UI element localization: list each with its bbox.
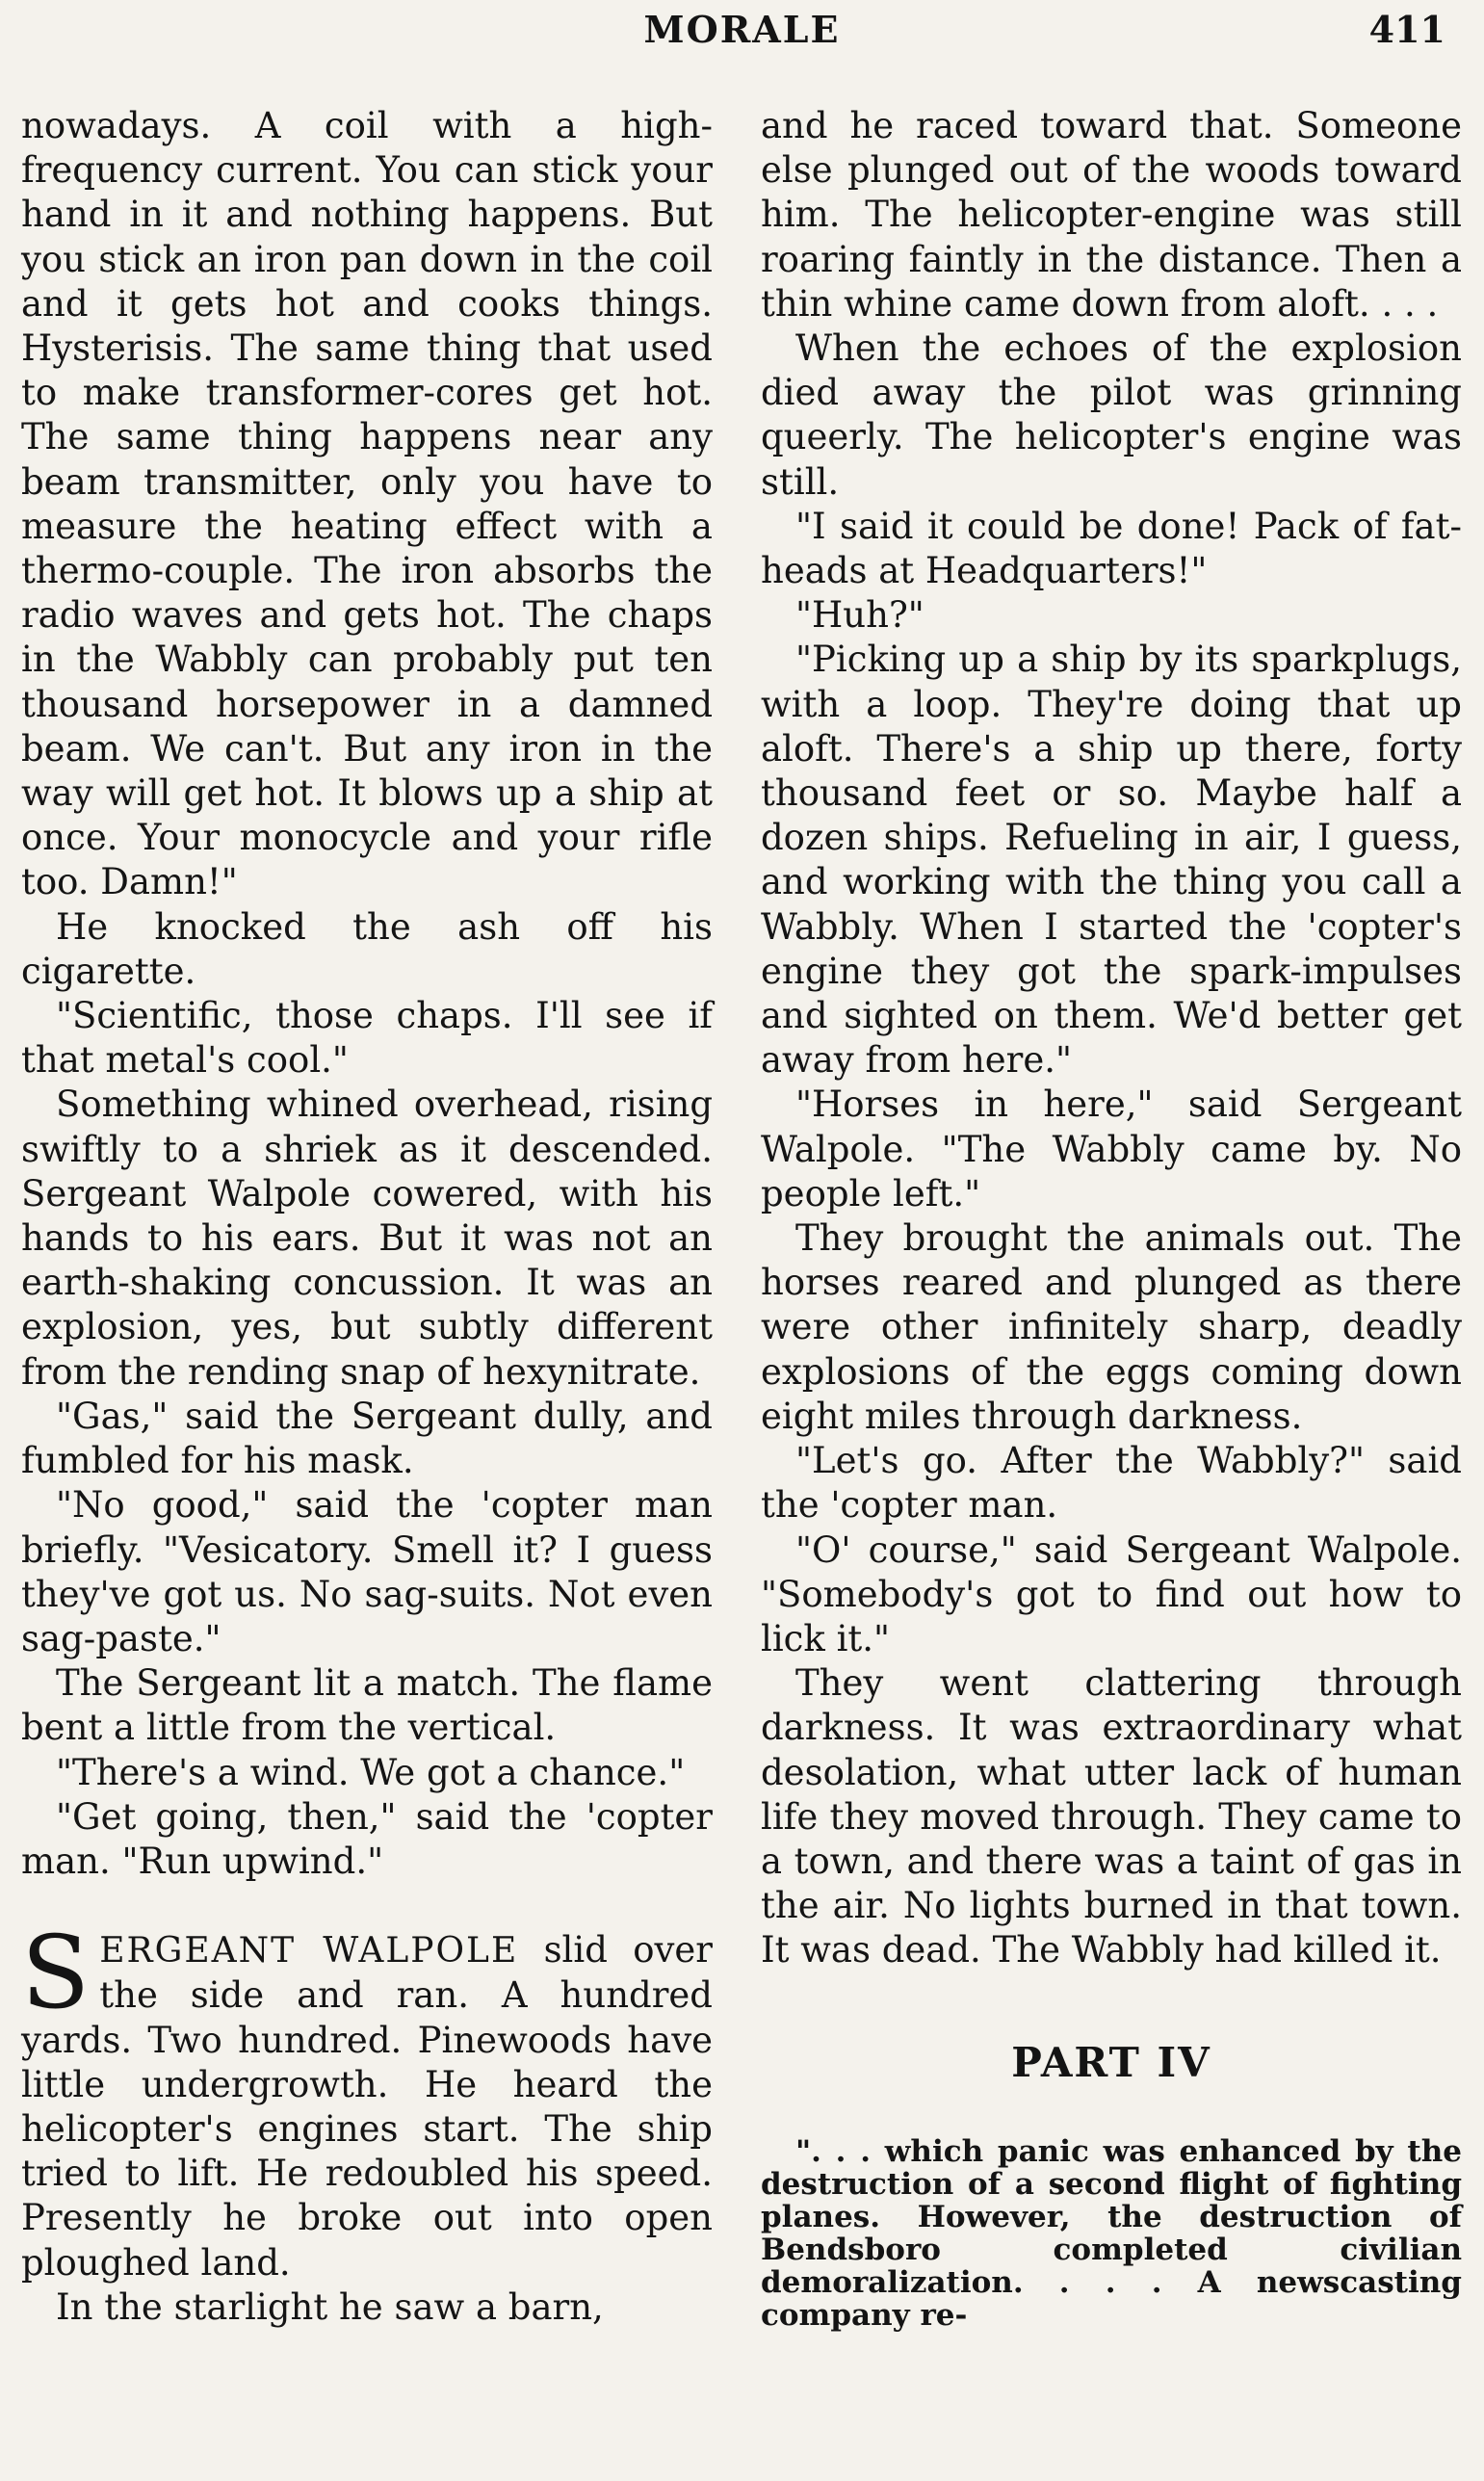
paragraph: He knocked the ash off his cigarette. xyxy=(21,905,713,992)
page-number: 411 xyxy=(1368,8,1445,51)
paragraph: When the echoes of the explosion died away the pilot was grinning queerly. The helicopter's engine was still. xyxy=(761,327,1462,503)
paragraph: "Huh?" xyxy=(795,594,924,637)
paragraph: Something whined overhead, rising swiftly to a shriek as it descended. Sergeant Walpole cowered, with his hands to his ears. But it was not an earth-shaking concussion. It was an explosion, yes, but subtly different from the rending snap of hexynitrate. xyxy=(21,1084,713,1393)
paragraph: They brought the animals out. The horses reared and plunged as there were other infinitely sharp, deadly explosions of the eggs coming down eight miles through darkness. xyxy=(761,1217,1462,1437)
paragraph: "Scientific, those chaps. I'll see if that metal's cool." xyxy=(21,995,713,1082)
paragraph: In the starlight he saw a barn, xyxy=(56,2285,604,2328)
paragraph: The Sergeant lit a match. The flame bent a little from the vertical. xyxy=(21,1662,713,1749)
page-header xyxy=(0,8,1484,65)
paragraph: "Let's go. After the Wabbly?" said the 'copter man. xyxy=(761,1440,1462,1527)
paragraph: "Horses in here," said Sergeant Walpole. "The Wabbly came by. No people left." xyxy=(761,1084,1462,1214)
paragraph: "Gas," said the Sergeant dully, and fumbled for his mask. xyxy=(21,1395,713,1482)
left-column xyxy=(21,104,713,2330)
section-start-paragraph xyxy=(21,1914,713,2285)
paragraph: and he raced toward that. Someone else plunged out of the woods toward him. The helicopter-engine was still roaring faintly in the distance. Then a thin whine came down from aloft. . . . xyxy=(761,105,1462,325)
paragraph: "Picking up a ship by its sparkplugs, with a loop. They're doing that up aloft. There's a ship up there, forty thousand feet or so. Maybe half a dozen ships. Refueling in air, I guess, and working with the thing you call a Wabbly. When I started the 'copter's engine they got the spark-impulses and sighted on them. We'd better get away from here." xyxy=(761,639,1462,1082)
drop-cap: S xyxy=(21,1914,91,2032)
part-heading: PART IV xyxy=(1011,2038,1211,2086)
paragraph: "O' course," said Sergeant Walpole. "Somebody's got to find out how to lick it." xyxy=(761,1528,1462,1659)
paragraph: nowadays. A coil with a high-frequency current. You can stick your hand in it and nothing happens. But you stick an iron pan down in the coil and it gets hot and cooks things. Hysterisis. The same thing that used to make transformer-cores get hot. The same thing happens near any beam transmitter, only you have to measure the heating effect with a thermo-couple. The iron absorbs the radio waves and gets hot. The chaps in the Wabbly can probably put ten thousand horsepower in a damned beam. We can't. But any iron in the way will get hot. It blows up a ship at once. Your monocycle and your rifle too. Damn!" xyxy=(21,105,713,903)
paragraph: "Get going, then," said the 'copter man. "Run upwind." xyxy=(21,1795,713,1882)
paragraph: "I said it could be done! Pack of fat-heads at Headquarters!" xyxy=(761,505,1462,592)
epigraph: ". . . which panic was enhanced by the destruction of a second flight of fighting planes. However, the destruction of Bendsboro completed civilian demoralization. . . . A newscasting company re- xyxy=(761,2133,1462,2333)
running-title: MORALE xyxy=(643,8,841,51)
paragraph: "There's a wind. We got a chance." xyxy=(56,1751,686,1793)
paragraph: They went clattering through darkness. It was extraordinary what desolation, what utter lack of human life they moved through. They came to a town, and there was a taint of gas in the air. No lights burned in that town. It was dead. The Wabbly had killed it. xyxy=(761,1662,1462,1972)
paragraph: "No good," said the 'copter man briefly. "Vesicatory. Smell it? I guess they've got us. No sag-suits. Not even sag-paste." xyxy=(21,1484,713,1659)
right-column xyxy=(761,104,1462,2332)
paragraph-text: slid over the side and ran. A hundred yards. Two hundred. Pinewoods have little undergrowth. He heard the helicopter's engines start. The ship tried to lift. He redoubled his speed. Presently he broke out into open ploughed land. xyxy=(21,1929,713,2284)
small-caps-lead: ERGEANT WALPOLE xyxy=(99,1931,519,1972)
